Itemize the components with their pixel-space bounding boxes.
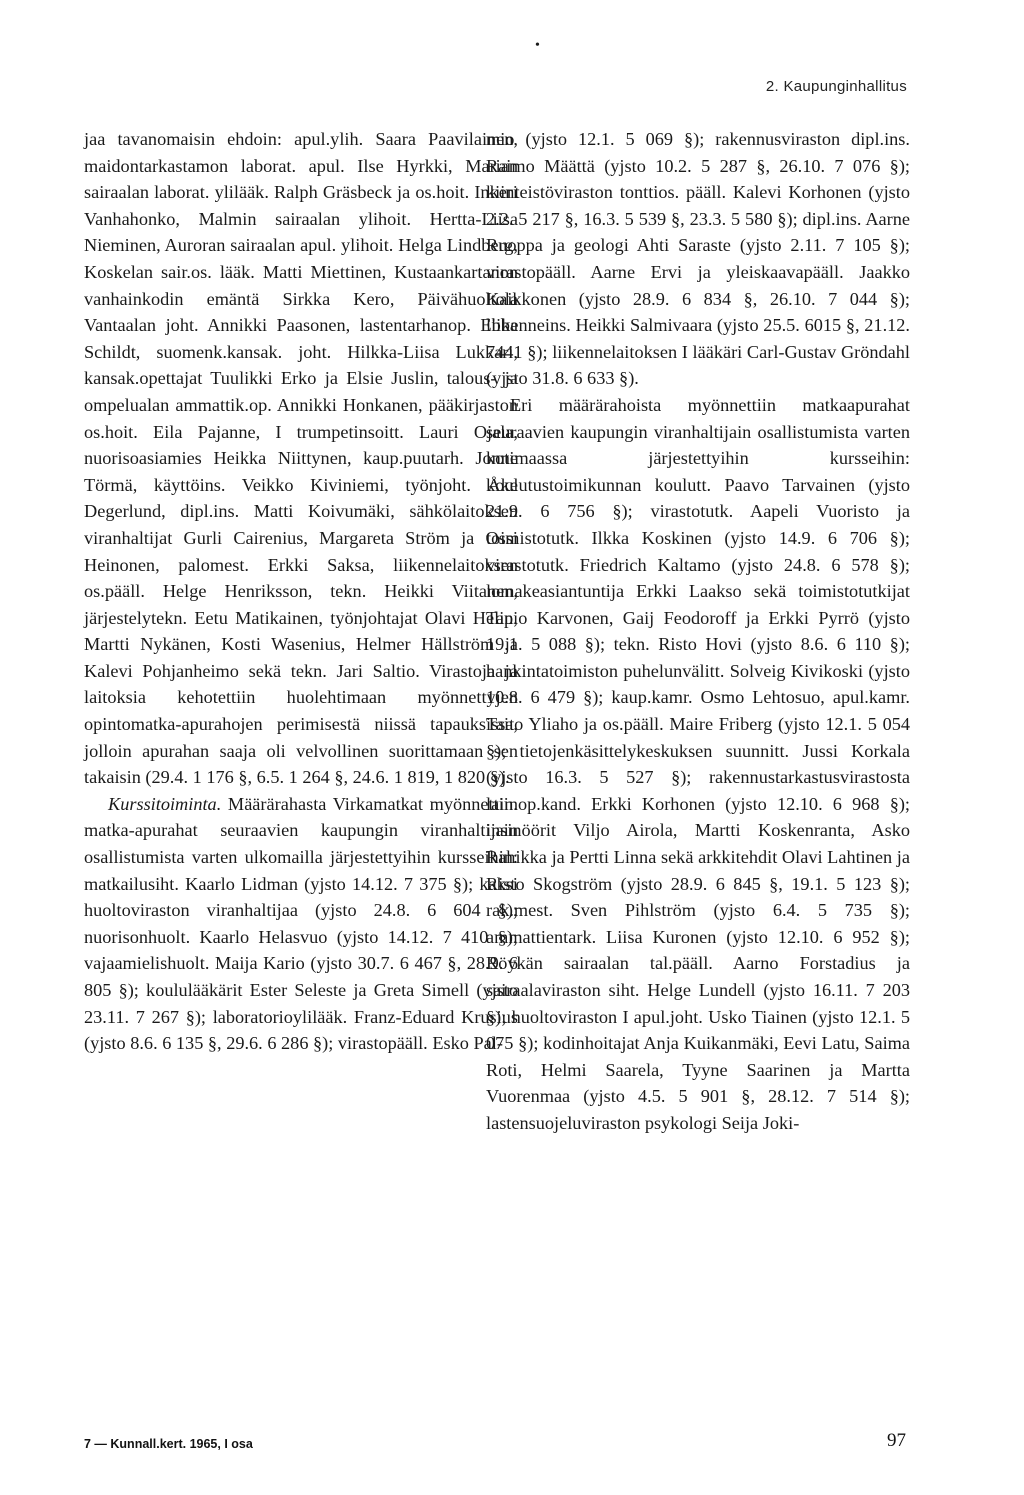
page-number: 97 — [887, 1430, 906, 1451]
left-paragraph-2 — [84, 791, 518, 1057]
right-paragraph-1: mio (yjsto 12.1. 5 069 §); rakennusviraston dipl.ins. Raimo Määttä (yjsto 10.2. 5 287 §, 26.10. 7 076 §); kiinteistöviraston tonttios. pääll. Kalevi Korhonen (yjsto 2.2. 5 217 §, 16.3. 5 539 §, 23.3. 5 580 §); dipl.ins. Aarne Ruoppa ja geologi Ahti Saraste (yjsto 2.11. 7 105 §); virastopääll. Aarne Ervi ja yleiskaavapääll. Jaakko Kaikkonen (yjsto 28.9. 6 834 §, 26.10. 7 044 §); liikenneins. Heikki Salmivaara (yjsto 25.5. 6015 §, 21.12. 7441 §); liikennelaitoksen I lääkäri Carl-Gustav Gröndahl (yjsto 31.8. 6 633 §). — [486, 129, 910, 389]
section-heading-kurssitoiminta: Kurssitoiminta. — [108, 793, 222, 814]
print-dot: • — [535, 38, 540, 53]
left-column — [84, 126, 518, 1057]
left-paragraph-1: jaa tavanomaisin ehdoin: apul.ylih. Saara Paavilainen, maidontarkastamon laborat. apul. Ilse Hyrkki, Marian sairaalan laborat. ylilääk. Ralph Gräsbeck ja os.hoit. Inkeri Vanhahonko, Malmin sairaalan ylihoit. Hertta-Liisa Nieminen, Auroran sairaalan apul. ylihoit. Helga Lindberg, Koskelan sair.os. lääk. Matti Miettinen, Kustaankartanon vanhainkodin emäntä Sirkka Kero, Päivähuoltola Vantaalan joht. Annikki Paasonen, lastentarhanop. Ebba Schildt, suomenk.kansak. joht. Hilkka-Liisa Lukkari, kansak.opettajat Tuulikki Erko ja Elsie Juslin, talous- ja ompelualan ammattik.op. Annikki Honkanen, pääkirjaston os.hoit. Eila Pajanne, I trumpetinsoitt. Lauri Ojala, nuorisoasiamies Heikka Niittynen, kaup.puutarh. Jonne Törmä, käyttöins. Veikko Kiviniemi, työnjoht. Åke Degerlund, dipl.ins. Matti Koivumäki, sähkölaitoksen viranhaltijat Gurli Cairenius, Margareta Ström ja Ossi Heinonen, palomest. Erkki Saksa, liikennelaitoksen os.pääll. Helge Henriksson, tekn. Heikki Viitanen, järjestelytekn. Eetu Matikainen, työnjohtajat Olavi Helin, Martti Nykänen, Kosti Wasenius, Helmer Hällström ja Kalevi Pohjanheimo sekä tekn. Jari Saltio. Virastoja ja laitoksia kehotettiin huolehtimaan myönnettyjen opintomatka-apurahojen perimisestä niissä tapauksissa, jolloin apurahan saaja oli velvollinen suorittamaan sen takaisin (29.4. 1 176 §, 6.5. 1 264 §, 24.6. 1 819, 1 820 §). — [84, 129, 518, 788]
running-header: 2. Kaupunginhallitus — [765, 78, 907, 95]
right-column — [486, 126, 910, 1137]
footer-signature: 7 — Kunnall.kert. 1965, I osa — [84, 1437, 253, 1451]
right-paragraph-2: Eri määrärahoista myönnettiin matkaapurahat seuraavien kaupungin viranhaltijain osallistumista varten kotimaassa järjestettyihin kursseihin: koulutustoimikunnan koulutt. Paavo Tarvainen (yjsto 21.9. 6 756 §); virastotutk. Aapeli Vuoristo ja toimistotutk. Ilkka Koskinen (yjsto 14.9. 6 706 §); virastotutk. Friedrich Kaltamo (yjsto 24.8. 6 578 §); lomakeasiantuntija Erkki Laakso sekä toimistotutkijat Tapio Karvonen, Gaij Feodoroff ja Erkki Pyrrö (yjsto 19.1. 5 088 §); tekn. Risto Hovi (yjsto 8.6. 6 110 §); hankintatoimiston puhelunvälitt. Solveig Kivikoski (yjsto 10.8. 6 479 §); kaup.kamr. Osmo Lehtosuo, apul.kamr. Taito Yliaho ja os.pääll. Maire Friberg (yjsto 12.1. 5 054 §); tietojenkäsittelykeskuksen suunnitt. Jussi Korkala (yjsto 16.3. 5 527 §); rakennustarkastusvirastosta lain.op.kand. Erkki Korhonen (yjsto 12.10. 6 968 §); insinöörit Viljo Airola, Martti Koskenranta, Asko Rahikka ja Pertti Linna sekä arkkitehdit Olavi Lahtinen ja Risto Skogström (yjsto 28.9. 6 845 §, 19.1. 5 123 §); rak.mest. Sven Pihlström (yjsto 6.4. 5 735 §); ammattientark. Liisa Kuronen (yjsto 12.10. 6 952 §); Röykän sairaalan tal.pääll. Aarno Forstadius ja sairaalaviraston siht. Helge Lundell (yjsto 16.11. 7 203 §); huoltoviraston I apul.joht. Usko Tiainen (yjsto 12.1. 5 075 §); kodinhoitajat Anja Kuikanmäki, Eevi Latu, Saima Roti, Helmi Saarela, Tyyne Saarinen ja Martta Vuorenmaa (yjsto 4.5. 5 901 §, 28.12. 7 514 §); lastensuojeluviraston psykologi Seija Joki- — [486, 394, 910, 1133]
left-paragraph-2-body: Määrärahasta Virkamatkat myönnettiin matka-apurahat seuraavien kaupungin viranhaltijain osallistumista varten ulkomailla järjestettyihin kursseihin: matkailusiht. Kaarlo Lidman (yjsto 14.12. 7 375 §); kaksi huoltoviraston viranhaltijaa (yjsto 24.8. 6 604 §); nuorisonhuolt. Kaarlo Helasvuo (yjsto 14.12. 7 410 §); vajaamielishuolt. Maija Kario (yjsto 30.7. 6 467 §, 28.9. 6 805 §); koululääkärit Ester Seleste ja Greta Simell (yjsto 23.11. 7 267 §); laboratorioylilääk. Franz-Eduard Krusius (yjsto 8.6. 6 135 §, 29.6. 6 286 §); virastopääll. Esko Pal- — [84, 793, 518, 1054]
